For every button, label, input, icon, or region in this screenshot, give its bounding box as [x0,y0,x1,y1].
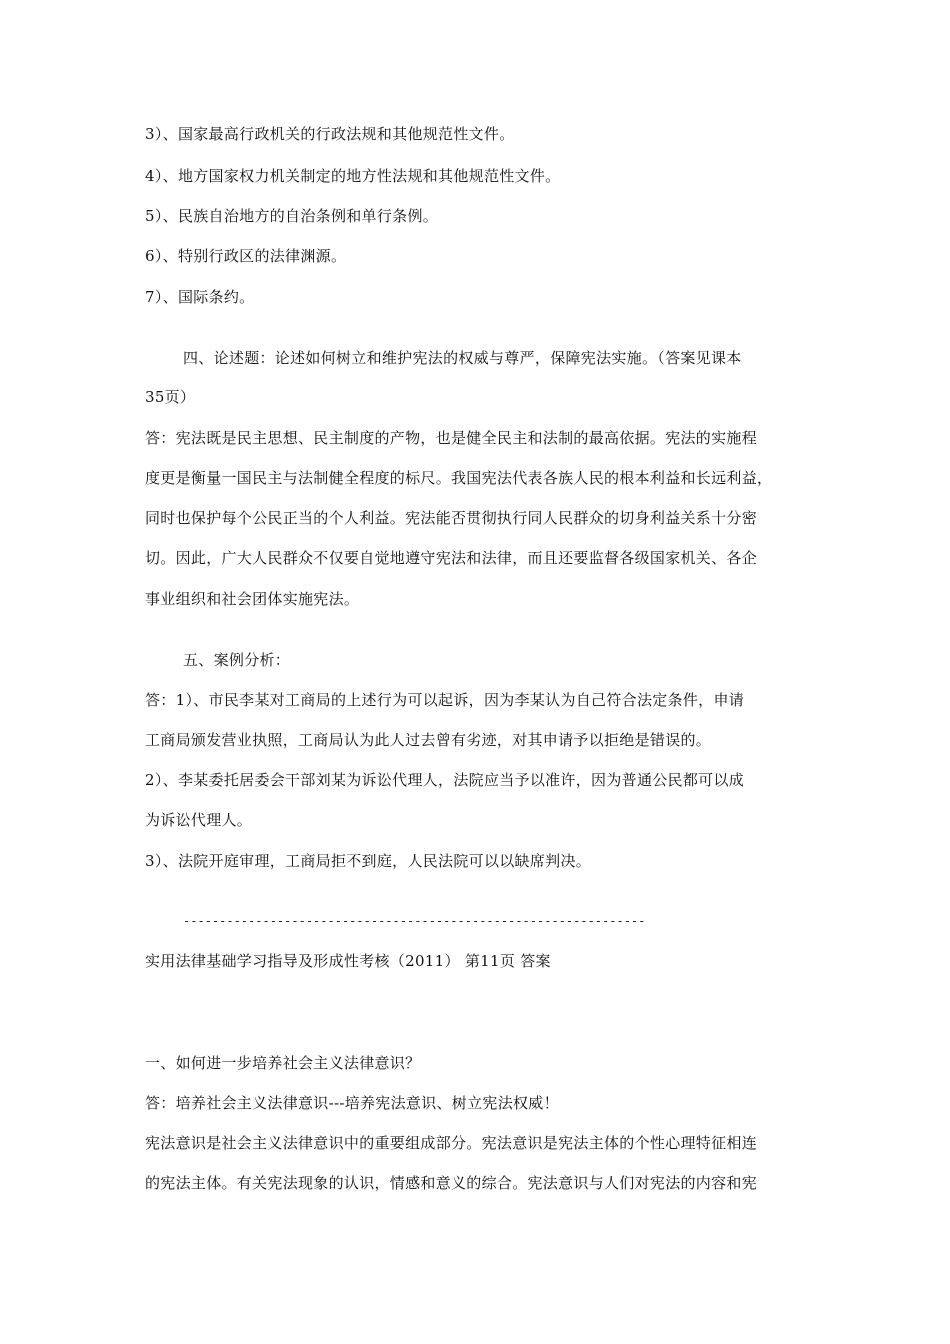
essay-answer-line: 事业组织和社会团体实施宪法。 [145,590,360,608]
separator-line: ---------------------------------------------------------------- [183,914,646,928]
list-item: 6）、特别行政区的法律渊源。 [145,247,347,265]
list-item: 3）、国家最高行政机关的行政法规和其他规范性文件。 [145,125,515,143]
case-answer-line: 3）、法院开庭审理，工商局拒不到庭，人民法院可以以缺席判决。 [145,852,592,870]
essay-question-continued: 35页） [145,388,196,406]
question-1-answer-line: 的宪法主体。有关宪法现象的认识，情感和意义的综合。宪法意识与人们对宪法的内容和宪 [145,1174,758,1192]
essay-question: 四、论述题：论述如何树立和维护宪法的权威与尊严，保障宪法实施。（答案见课本 [183,349,742,367]
question-1: 一、如何进一步培养社会主义法律意识？ [145,1054,421,1072]
essay-answer-line: 切。因此，广大人民群众不仅要自觉地遵守宪法和法律，而且还要监督各级国家机关、各企 [145,549,758,567]
question-1-answer-line: 宪法意识是社会主义法律意识中的重要组成部分。宪法意识是宪法主体的个性心理特征相连 [145,1134,758,1152]
list-item: 5）、民族自治地方的自治条例和单行条例。 [145,207,439,225]
list-item: 7）、国际条约。 [145,288,255,306]
list-item: 4）、地方国家权力机关制定的地方性法规和其他规范性文件。 [145,167,561,185]
section-title: 实用法律基础学习指导及形成性考核（2011） 第11页 答案 [145,952,551,970]
essay-answer-line: 答：宪法既是民主思想、民主制度的产物，也是健全民主和法制的最高依据。宪法的实施程 [145,429,758,447]
case-heading: 五、案例分析： [183,651,291,669]
essay-answer-line: 度更是衡量一国民主与法制健全程度的标尺。我国宪法代表各族人民的根本利益和长远利益， [145,469,773,487]
case-answer-line: 工商局颁发营业执照，工商局认为此人过去曾有劣迹，对其申请予以拒绝是错误的。 [145,731,712,749]
case-answer-line: 2）、李某委托居委会干部刘某为诉讼代理人，法院应当予以准许，因为普通公民都可以成 [145,771,745,789]
case-answer-line: 为诉讼代理人。 [145,811,253,829]
essay-answer-line: 同时也保护每个公民正当的个人利益。宪法能否贯彻执行同人民群众的切身利益关系十分密 [145,509,758,527]
question-1-answer-line: 答：培养社会主义法律意识---培养宪法意识、树立宪法权威！ [145,1094,559,1112]
case-answer-line: 答：1）、市民李某对工商局的上述行为可以起诉，因为李某认为自己符合法定条件，申请 [145,691,745,709]
